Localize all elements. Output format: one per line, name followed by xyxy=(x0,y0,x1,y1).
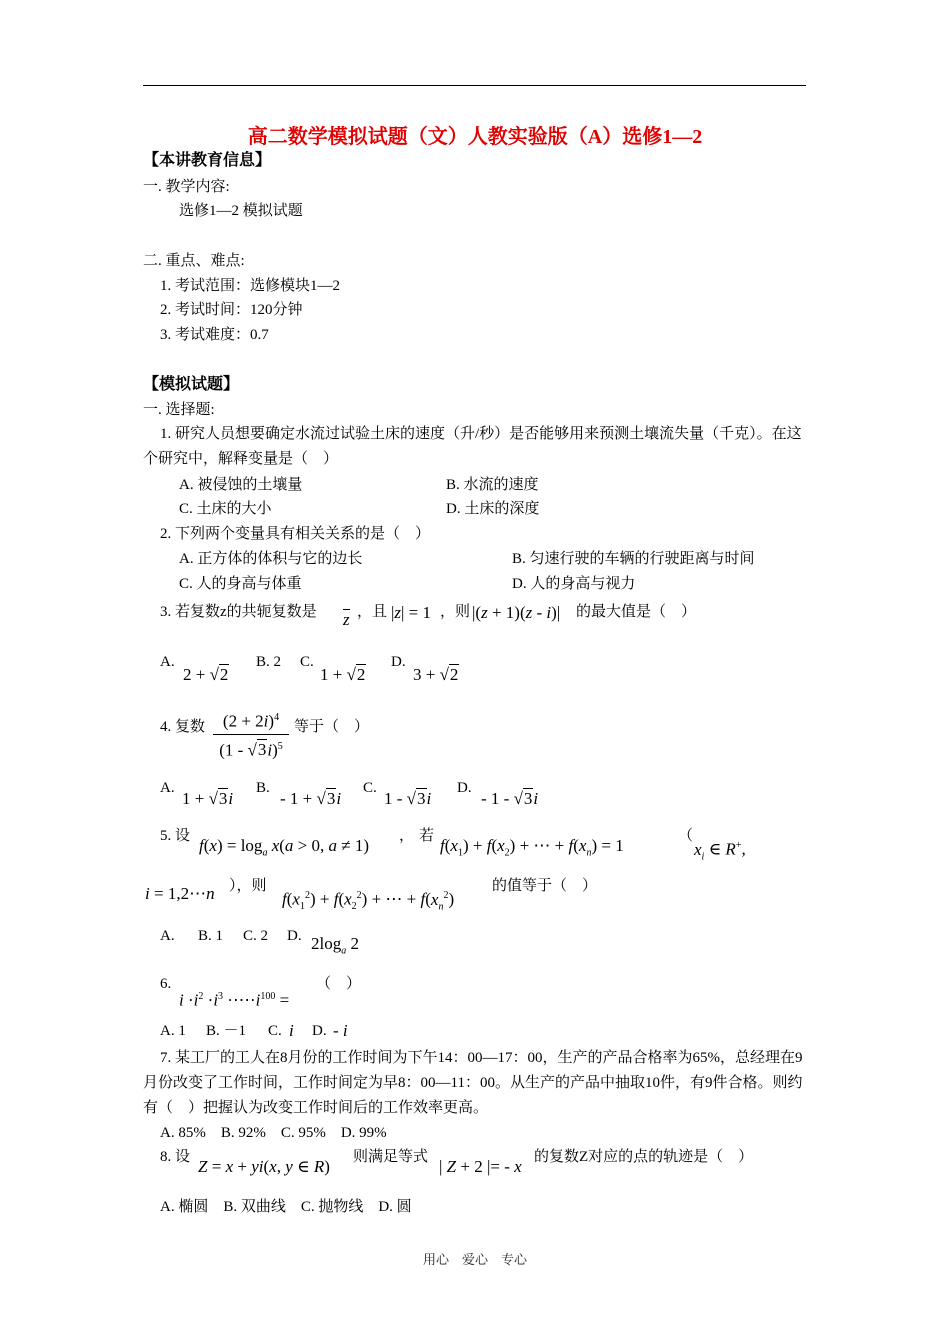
q8-post: 的复数Z对应的点的轨迹是（ ） xyxy=(534,1149,754,1165)
q5-paren-open: （ xyxy=(678,828,694,844)
header-rule xyxy=(143,85,806,86)
question-6-number: 6. xyxy=(160,976,172,992)
q3-expression: |(z + 1)(z - i)| xyxy=(472,603,561,622)
q5-target-expression: $f(x_1^2) + f(x_2^2)$ + ⋯ + $f(x_n^2)$ xyxy=(282,889,455,913)
q1-option-c: C. 土床的大小 xyxy=(179,501,272,517)
q8-options: A. 椭圆 B. 双曲线 C. 抛物线 D. 圆 xyxy=(160,1199,412,1215)
question-4-prefix: 4. 复数 xyxy=(160,719,206,735)
q2-option-b: B. 匀速行驶的车辆的行驶距离与时间 xyxy=(512,551,755,567)
q2-option-d: D. 人的身高与视力 xyxy=(512,576,636,592)
q3-post: 的最大值是（ ） xyxy=(576,604,697,620)
key-label: 二. 重点、难点: xyxy=(143,253,245,269)
q3-conjugate-z: z xyxy=(343,610,350,629)
q3-mid: ，且 xyxy=(357,604,388,620)
q2-option-c: C. 人的身高与体重 xyxy=(179,576,302,592)
q6-option-c-label: C. xyxy=(268,1023,282,1039)
q5-option-c: C. 2 xyxy=(243,928,269,944)
q3-option-c-value: 1 + √2 xyxy=(320,665,366,684)
q5-comma: ， xyxy=(399,828,415,844)
key-item-1: 1. 考试范围：选修模块1—2 xyxy=(160,278,341,294)
q4-fraction: $(2 + 2i)^4$ (1 - √3i)$^5$ xyxy=(213,708,289,760)
q6-option-a: A. 1 xyxy=(160,1023,186,1039)
q4-option-c-value: 1 - √3i xyxy=(384,789,432,808)
q3-option-d-value: 3 + √2 xyxy=(413,665,459,684)
q6-option-d-value: - i xyxy=(333,1021,348,1040)
q3-option-b: B. 2 xyxy=(256,654,282,670)
key-item-3: 3. 考试难度：0.7 xyxy=(160,327,269,343)
q2-option-a: A. 正方体的体积与它的边长 xyxy=(179,551,363,567)
q5-i-range-end: ），则 xyxy=(229,878,267,894)
q8-mid: 则满足等式 xyxy=(353,1149,429,1165)
q5-option-a: A. xyxy=(160,928,175,944)
q5-post: 的值等于（ ） xyxy=(492,878,598,894)
question-2: 2. 下列两个变量具有相关关系的是（ ） xyxy=(160,526,431,542)
content-label: 一. 教学内容: xyxy=(143,179,230,195)
key-item-2: 2. 考试时间：120分钟 xyxy=(160,302,303,318)
q5-option-b: B. 1 xyxy=(198,928,224,944)
question-1: 1. 研究人员想要确定水流过试验土床的速度（升/秒）是否能够用来预测土壤流失量（千克）。在这个研究中，解释变量是（ ） xyxy=(143,426,802,467)
q3-option-a-label: A. xyxy=(160,654,175,670)
q6-expression: $i \cdot i^2 \cdot i^3$ $\cdot\cdots\cdot i^{100}$ = xyxy=(179,990,290,1010)
q4-option-a-value: 1 + √3i xyxy=(182,789,234,808)
part-label: 一. 选择题: xyxy=(143,402,215,418)
q1-option-a: A. 被侵蚀的土壤量 xyxy=(179,477,303,493)
q1-option-d: D. 土床的深度 xyxy=(446,501,540,517)
question-8-prefix: 8. 设 xyxy=(160,1149,191,1165)
q5-function-def: $f(x) = \log_a x(a > 0$, a ≠ 1) xyxy=(199,836,369,859)
section-heading-test: 【模拟试题】 xyxy=(143,376,240,393)
q6-option-c-value: i xyxy=(289,1021,294,1040)
q5-ruo: 若 xyxy=(419,828,435,844)
q1-option-b: B. 水流的速度 xyxy=(446,477,539,493)
q3-mid2: ，则 xyxy=(440,604,471,620)
q3-option-c-label: C. xyxy=(300,654,314,670)
page-title: 高二数学模拟试题（文）人教实验版（A）选修1—2 xyxy=(247,126,703,148)
q7-options: A. 85% B. 92% C. 95% D. 99% xyxy=(160,1125,387,1141)
q5-i-range: i = 1,2⋯n xyxy=(145,884,215,903)
q6-option-b: B. －1 xyxy=(206,1023,247,1039)
q5-option-d-label: D. xyxy=(287,928,302,944)
q5-condition: $f(x_1) + f(x_2)$ + ⋯ + $f(x_n) = 1$ xyxy=(440,836,624,859)
q5-x-domain: $x_i$ ∈ R+, xyxy=(694,839,746,863)
page-footer: 用心 爱心 专心 xyxy=(422,1252,527,1267)
q6-option-d-label: D. xyxy=(312,1023,327,1039)
q4-option-c-label: C. xyxy=(363,780,377,796)
q4-option-d-value: - 1 - √3i xyxy=(481,789,539,808)
q3-modulus-z: |z| = 1 xyxy=(391,603,432,622)
q4-option-b-label: B. xyxy=(256,780,270,796)
q4-option-a-label: A. xyxy=(160,780,175,796)
question-5-prefix: 5. 设 xyxy=(160,828,191,844)
section-heading-info: 【本讲教育信息】 xyxy=(143,152,272,169)
question-4-post: 等于（ ） xyxy=(294,719,370,735)
q3-option-a-value: 2 + √2 xyxy=(183,665,229,684)
question-3-prefix: 3. 若复数z的共轭复数是 xyxy=(160,604,317,620)
content-text: 选修1—2 模拟试题 xyxy=(179,203,303,219)
q4-option-b-value: - 1 + √3i xyxy=(280,789,342,808)
q3-option-d-label: D. xyxy=(391,654,406,670)
q5-option-d-value: $2\log_a$ 2 xyxy=(311,934,359,957)
q6-post: （ ） xyxy=(316,976,362,992)
q4-option-d-label: D. xyxy=(457,780,472,796)
q8-equation: | Z + 2 |= - x xyxy=(439,1157,522,1176)
question-7: 7. 某工厂的工人在8月份的工作时间为下午14：00—17：00，生产的产品合格率为65%，总经理在9月份改变了工作时间，工作时间定为早8：00—11：00。从生产的产品中抽取10件，有9件合格。则约有（ ）把握认为改变工作时间后的工作效率更高。 xyxy=(143,1050,803,1116)
q8-z-def: Z = x + yi(x, y ∈ R) xyxy=(198,1157,330,1176)
